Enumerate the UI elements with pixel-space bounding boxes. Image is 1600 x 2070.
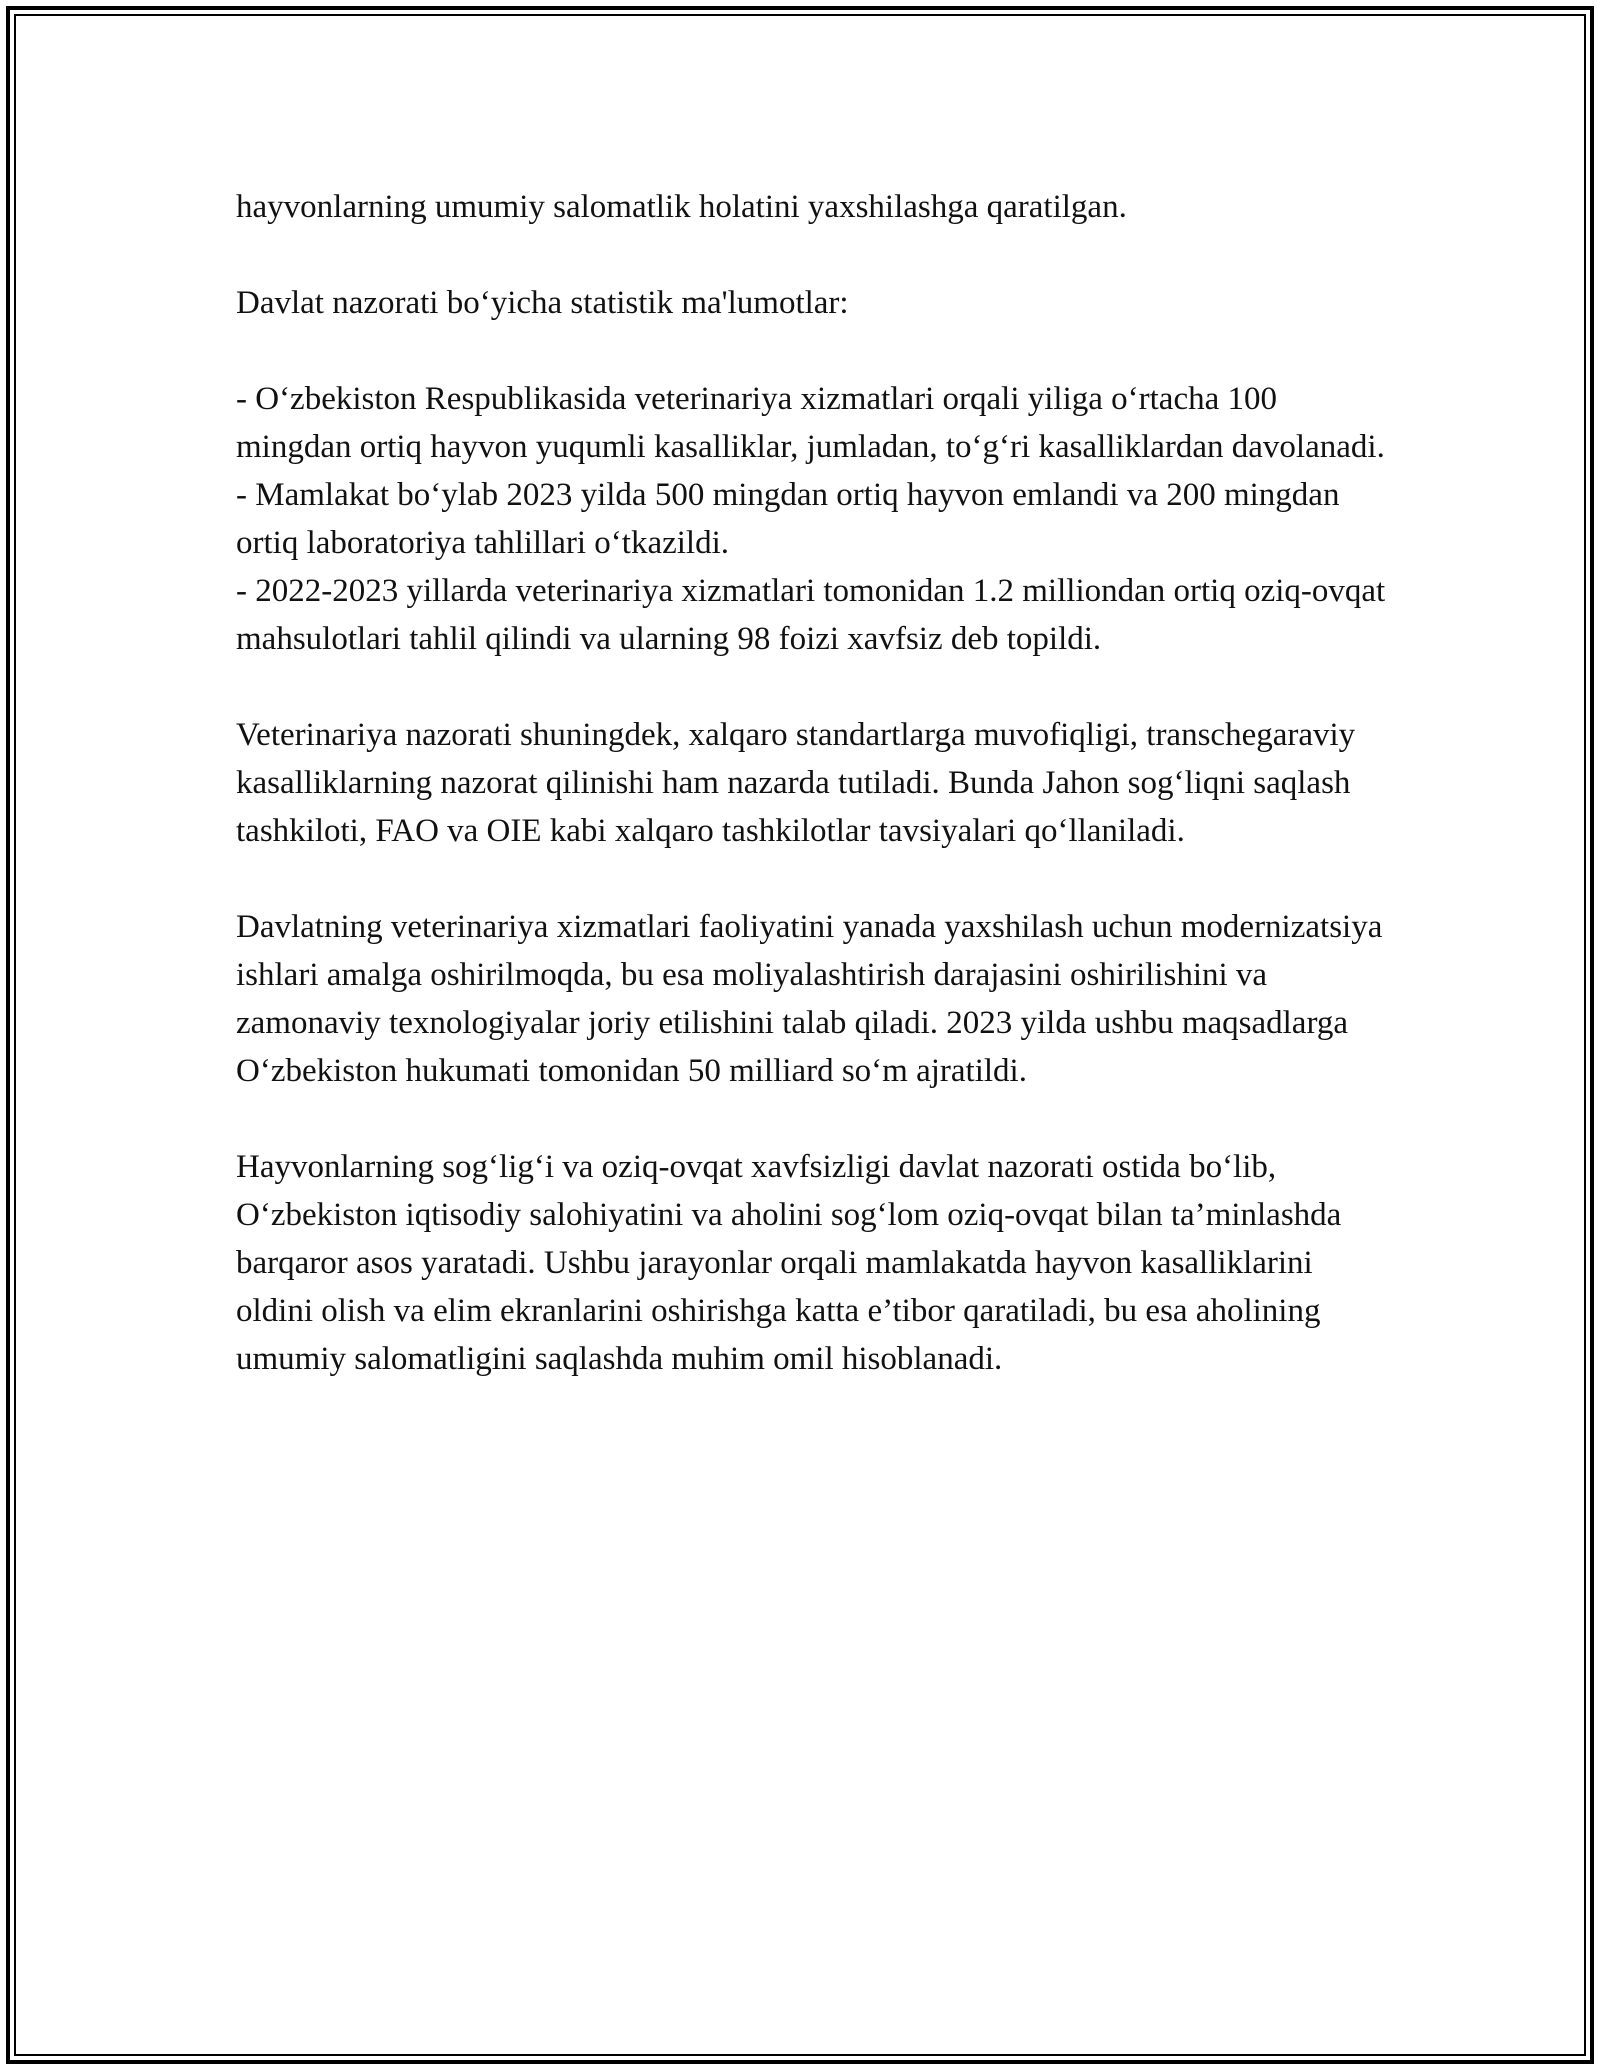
document-body bbox=[236, 183, 1386, 1431]
stats-list-item: - 2022-2023 yillarda veterinariya xizmatlari tomonidan 1.2 milliondan ortiq oziq-ovqat mahsulotlari tahlil qilindi va ularning 98 foizi xavfsiz deb topildi. bbox=[236, 573, 1386, 657]
stats-list bbox=[236, 375, 1386, 663]
paragraph-conclusion: Hayvonlarning sog‘lig‘i va oziq-ovqat xavfsizligi davlat nazorati ostida bo‘lib, O‘zbekiston iqtisodiy salohiyatini va aholini sog‘lom oziq-ovqat bilan ta’minlashda barqaror asos yaratadi. Ushbu jarayonlar orqali mamlakatda hayvon kasalliklarini oldini olish va elim ekranlarini oshirishga katta e’tibor qaratiladi, bu esa aholining umumiy salomatligini saqlashda muhim omil hisoblanadi. bbox=[236, 1149, 1342, 1377]
paragraph-international-standards: Veterinariya nazorati shuningdek, xalqaro standartlarga muvofiqligi, transchegaraviy kasalliklarning nazorat qilinishi ham nazarda tutiladi. Bunda Jahon sog‘liqni saqlash tashkiloti, FAO va OIE kabi xalqaro tashkilotlar tavsiyalari qo‘llaniladi. bbox=[236, 717, 1356, 849]
stats-list-item: - Mamlakat bo‘ylab 2023 yilda 500 mingdan ortiq hayvon emlandi va 200 mingdan ortiq laboratoriya tahlillari o‘tkazildi. bbox=[236, 477, 1340, 561]
stats-list-item: - O‘zbekiston Respublikasida veterinariya xizmatlari orqali yiliga o‘rtacha 100 mingdan ortiq hayvon yuqumli kasalliklar, jumladan, to‘g‘ri kasalliklardan davolanadi. bbox=[236, 381, 1385, 465]
paragraph-modernization: Davlatning veterinariya xizmatlari faoliyatini yanada yaxshilash uchun modernizatsiya ishlari amalga oshirilmoqda, bu esa moliyalashtirish darajasini oshirilishini va zamonaviy texnologiyalar joriy etilishini talab qiladi. 2023 yilda ushbu maqsadlarga O‘zbekiston hukumati tomonidan 50 milliard so‘m ajratildi. bbox=[236, 909, 1383, 1089]
paragraph-intro-continuation: hayvonlarning umumiy salomatlik holatini yaxshilashga qaratilgan. bbox=[236, 189, 1127, 225]
stats-heading: Davlat nazorati bo‘yicha statistik ma'lumotlar: bbox=[236, 285, 849, 321]
